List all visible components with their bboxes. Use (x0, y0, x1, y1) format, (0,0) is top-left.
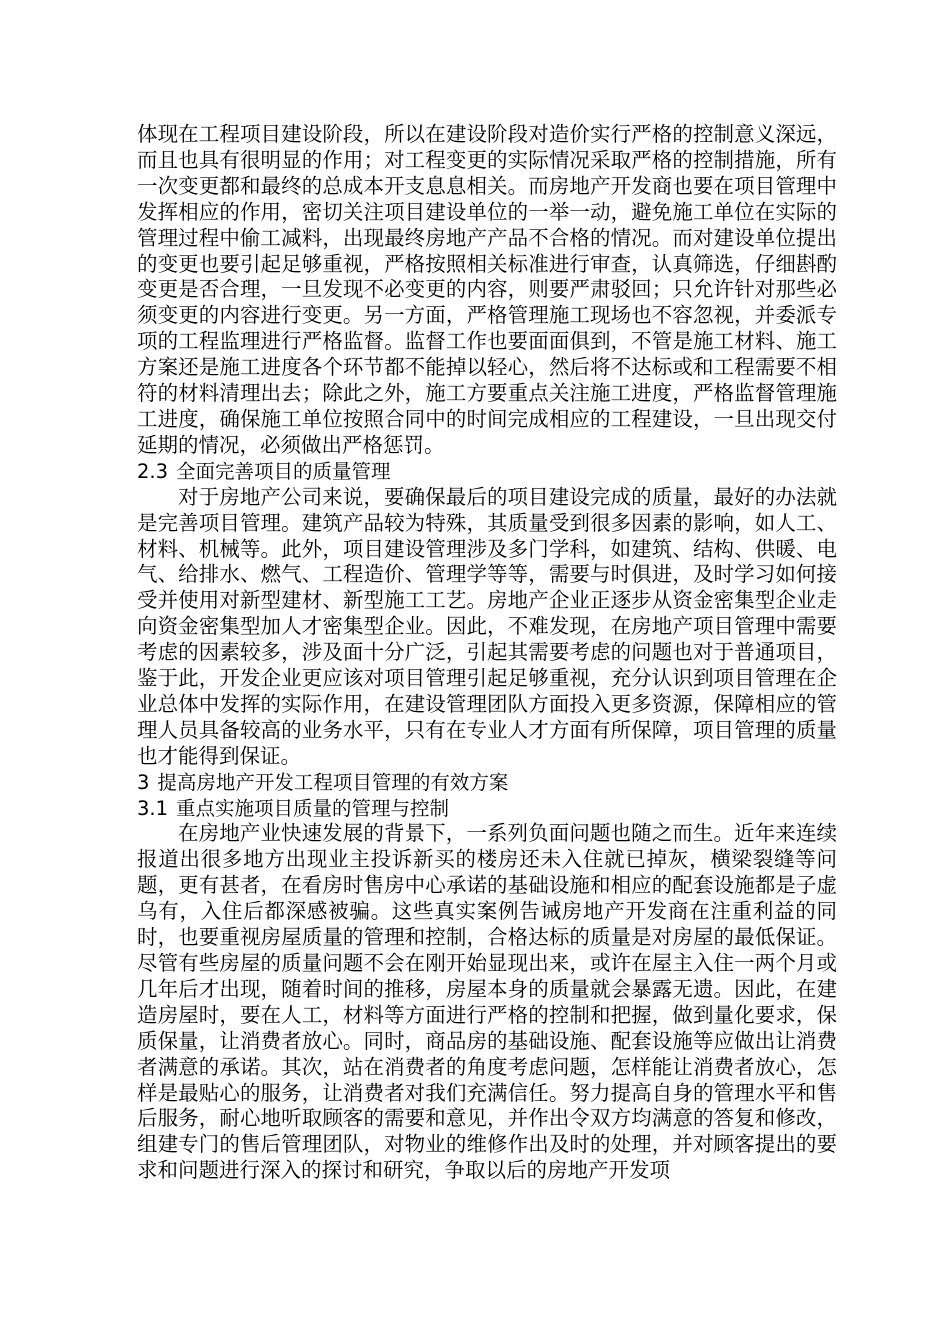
section-heading-3-1 (137, 796, 837, 822)
paragraph-quality-management: 对于房地产公司来说，要确保最后的项目建设完成的质量，最好的办法就是完善项目管理。建筑产品较为特殊，其质量受到很多因素的影响，如人工、材料、机械等。此外，项目建设管理涉及多门学科，如建筑、结构、供暖、电气、给排水、燃气、工程造价、管理学等等，需要与时俱进，及时学习如何接受并使用对新型建材、新型施工工艺。房地产企业正逐步从资金密集型企业走向资金密集型加人才密集型企业。因此，不难发现，在房地产项目管理中需要考虑的因素较多，涉及面十分广泛，引起其需要考虑的问题也对于普通项目，鉴于此，开发企业更应该对项目管理引起足够重视，充分认识到项目管理在企业总体中发挥的实际作用，在建设管理团队方面投入更多资源，保障相应的管理人员具备较高的业务水平，只有在专业人才方面有所保障，项目管理的质量也才能得到保证。 (137, 484, 837, 768)
paragraph-quality-control: 在房地产业快速发展的背景下，一系列负面问题也随之而生。近年来连续报道出很多地方出现业主投诉新买的楼房还未入住就已掉灰，横梁裂缝等问题，更有甚者，在看房时售房中心承诺的基础设施和相应的配套设施都是子虚乌有，入住后都深感被骗。这些真实案例告诫房地产开发商在注重利益的同时，也要重视房屋质量的管理和控制，合格达标的质量是对房屋的最低保证。尽管有些房屋的质量问题不会在刚开始显现出来，或许在屋主入住一两个月或几年后才出现，随着时间的推移，房屋本身的质量就会暴露无遗。因此，在建造房屋时，要在人工，材料等方面进行严格的控制和把握，做到量化要求，保质保量，让消费者放心。同时，商品房的基础设施、配套设施等应做出让消费者满意的承诺。其次，站在消费者的角度考虑问题，怎样能让消费者放心，怎样是最贴心的服务，让消费者对我们充满信任。努力提高自身的管理水平和售后服务，耐心地听取顾客的需要和意见，并作出令双方均满意的答复和修改，组建专门的售后管理团队，对物业的维修作出及时的处理，并对顾客提出的要求和问题进行深入的探讨和研究，争取以后的房地产开发项 (137, 821, 837, 1183)
section-number: 3.1 (137, 796, 169, 820)
section-number: 2.3 (137, 459, 169, 483)
section-title: 全面完善项目的质量管理 (176, 459, 391, 483)
section-number: 3 (137, 770, 150, 794)
section-title: 重点实施项目质量的管理与控制 (176, 796, 450, 820)
paragraph-cost-control: 体现在工程项目建设阶段，所以在建设阶段对造价实行严格的控制意义深远，而且也具有很明显的作用；对工程变更的实际情况采取严格的控制措施，所有一次变更都和最终的总成本开支息息相关。而房地产开发商也要在项目管理中发挥相应的作用，密切关注项目建设单位的一举一动，避免施工单位在实际的管理过程中偷工减料，出现最终房地产产品不合格的情况。而对建设单位提出的变更也要引起足够重视，严格按照相关标准进行审查，认真筛选，仔细斟酌变更是否合理，一旦发现不必变更的内容，则要严肃驳回；只允许针对那些必须变更的内容进行变更。另一方面，严格管理施工现场也不容忽视，并委派专项的工程监理进行严格监督。监督工作也要面面俱到，不管是施工材料、施工方案还是施工进度各个环节都不能掉以轻心，然后将不达标或和工程需要不相符的材料清理出去；除此之外，施工方要重点关注施工进度，严格监督管理施工进度，确保施工单位按照合同中的时间完成相应的工程建设，一旦出现交付延期的情况，必须做出严格惩罚。 (137, 122, 837, 457)
section-heading-2-3 (137, 459, 837, 485)
section-title: 提高房地产开发工程项目管理的有效方案 (157, 770, 509, 794)
document-page (137, 122, 837, 1184)
section-heading-3 (137, 770, 837, 796)
